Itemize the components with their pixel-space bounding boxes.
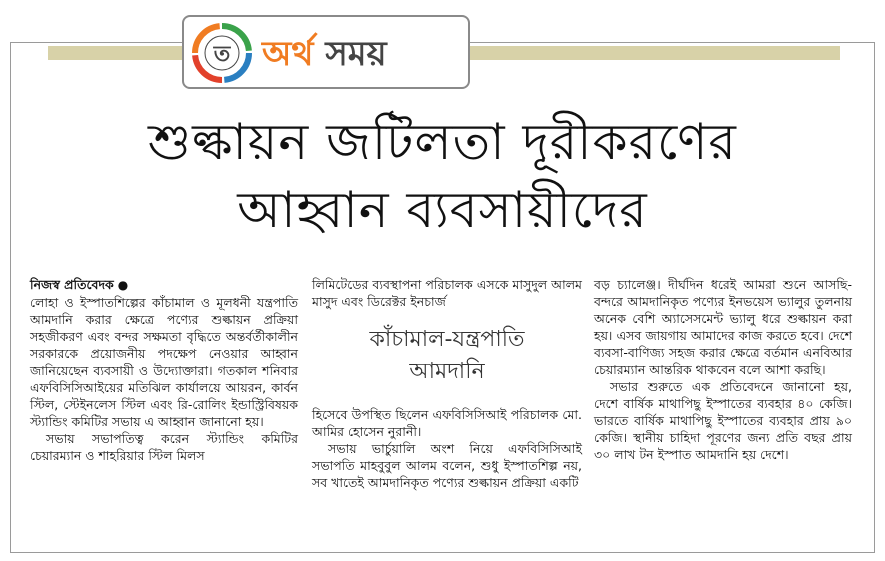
- brand-word-1: অর্থ: [262, 34, 314, 74]
- decorative-bar-right: [466, 46, 840, 60]
- paragraph: সভায় ভার্চুয়ালি অংশ নিয়ে এফবিসিসিআই সভাপতি মাহবুবুল আলম বলেন, শুধু ইস্পাতশিল্প নয়, সব খাতেই আমদানিকৃত পণ্যের শুল্কায়ন প্রক্রিয়া একটি: [312, 441, 582, 490]
- headline-line-1: শুল্কায়ন জটিলতা দূরীকরণের: [148, 113, 737, 171]
- paragraph: লোহা ও ইস্পাতশিল্পের কাঁচামাল ও মূলধনী যন্ত্রপাতি আমদানি করার ক্ষেত্রে পণ্যের শুল্কায়ন প্রক্রিয়া সহজীকরণ এবং বন্দর সক্ষমতা বৃদ্ধিতে অন্তর্বর্তীকালীন সরকারকে প্রয়োজনীয় পদক্ষেপ নেওয়ার আহ্বান জানিয়েছেন ব্যবসায়ী ও উদ্যোক্তারা। গতকাল শনিবার এফবিসিসিআইয়ের মতিঝিল কার্যালয়ে আয়রন, কার্বন স্টিল, স্টেইনলেস স্টিল এবং রি-রোলিং ইন্ডাস্ট্রিবিষয়ক স্ট্যান্ডিং কমিটির সভায় এ আহ্বান জানানো হয়।: [30, 295, 298, 429]
- byline: নিজস্ব প্রতিবেদক: [30, 277, 114, 292]
- paragraph: বড় চ্যালেঞ্জ। দীর্ঘদিন ধরেই আমরা শুনে আসছি- বন্দরে আমদানিকৃত পণ্যের ইনভয়েস ভ্যালুর তুলনায় অনেক বেশি অ্যাসেসমেন্ট ভ্যালু ধরে শুল্কায়ন করা হয়। এসব জায়গায় আমাদের কাজ করতে হবে। দেশে ব্যবসা-বাণিজ্য সহজ করার ক্ষেত্রে বর্তমান এনবিআর চেয়ারম্যান আন্তরিক থাকবেন বলে আশা করছি।: [594, 277, 852, 377]
- byline-marker: ●: [117, 278, 129, 292]
- paragraph: সভায় সভাপতিত্ব করেন স্ট্যান্ডিং কমিটির চেয়ারম্যান ও শাহরিয়ার স্টিল মিলস: [30, 431, 298, 463]
- paragraph: সভার শুরুতে এক প্রতিবেদনে জানানো হয়, দেশে বার্ষিক মাথাপিছু ইস্পাতের ব্যবহার ৪০ কেজি। ভারতে বার্ষিক মাথাপিছু ইস্পাতের ব্যবহার প্রায় ৯০ কেজি। স্থানীয় চাহিদা পূরণের জন্য প্রতি বছর প্রায় ৩০ লাখ টন ইস্পাত আমদানি হয় দেশে।: [594, 379, 852, 462]
- logo-glyph: ত: [213, 42, 231, 67]
- article-column-2: [312, 276, 582, 491]
- headline-line-2: আহ্বান ব্যবসায়ীদের: [237, 181, 648, 239]
- article-column-3: [594, 276, 852, 463]
- pull-quote: [312, 324, 582, 388]
- paragraph: লিমিটেডের ব্যবস্থাপনা পরিচালক এসকে মাসুদুল আলম মাসুদ এবং ডিরেক্টর ইনচার্জ: [312, 277, 582, 309]
- brand-name: [262, 29, 387, 79]
- pull-quote-line-1: কাঁচামাল-যন্ত্রপাতি: [369, 327, 525, 352]
- logo-emblem-icon: [192, 23, 252, 83]
- article-column-1: [30, 276, 298, 464]
- decorative-bar-left: [48, 46, 186, 60]
- pull-quote-line-2: আমদানি: [409, 359, 485, 384]
- masthead-logo: [182, 15, 470, 89]
- paragraph: হিসেবে উপস্থিত ছিলেন এফবিসিসিআই পরিচালক মো. আমির হোসেন নুরানী।: [312, 407, 582, 439]
- brand-word-2: সময়: [325, 34, 387, 74]
- headline: [30, 108, 855, 244]
